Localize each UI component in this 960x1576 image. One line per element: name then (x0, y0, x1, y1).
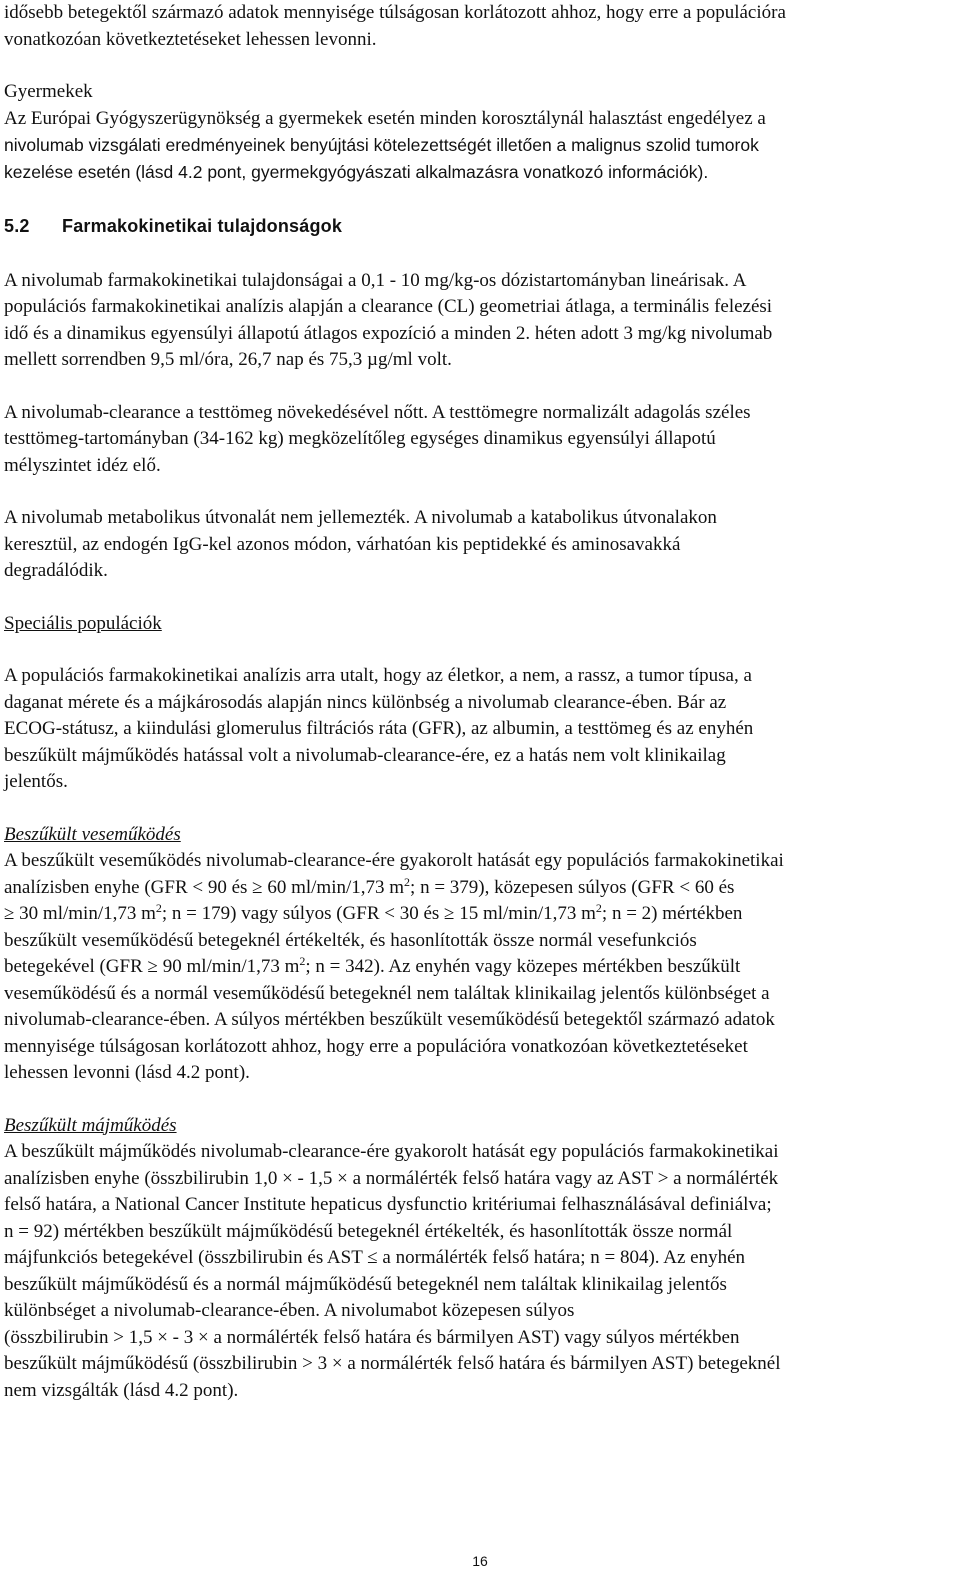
special-line: jelentős. (4, 771, 68, 792)
children-line: nivolumab vizsgálati eredményeinek benyújtási kötelezettségét illetően a malignus szolid tumorok (4, 135, 759, 155)
renal-text: ; n = 342). Az enyhén vagy közepes mértékben beszűkült (305, 956, 741, 977)
renal-line: beszűkült veseműködésű betegeknél értékelték, és hasonlították össze normál vesefunkciós (4, 929, 697, 951)
special-line: daganat mérete és a májkárosodás alapján nincs különbség a nivolumab clearance-ében. Bár az (4, 691, 727, 713)
renal-line: veseműködésű és a normál veseműködésű betegeknél nem találtak klinikailag jelentős különbséget a (4, 982, 770, 1004)
top-paragraph-line: vonatkozóan következtetéseket lehessen levonni. (4, 28, 377, 50)
hepatic-heading: Beszűkült májműködés (4, 1114, 177, 1136)
renal-line (4, 901, 952, 928)
hepatic-line: A beszűkült májműködés nivolumab-clearance-ére gyakorolt hatását egy populációs farmakokinetikai (4, 1141, 779, 1162)
hepatic-line: (összbilirubin > 1,5 × - 3 × a normálérték felső határa és bármilyen AST) vagy súlyos mértékben (4, 1326, 740, 1348)
superscript: 2 (299, 954, 306, 968)
renal-text: ≥ 30 ml/min/1,73 m (4, 903, 156, 924)
special-line: beszűkült májműködés hatással volt a nivolumab-clearance-ére, ez a hatás nem volt klinikailag (4, 744, 726, 766)
section-title: Farmakokinetikai tulajdonságok (62, 216, 343, 236)
pk-line: idő és a dinamikus egyensúlyi állapotú átlagos expozíció a minden 2. héten adott 3 mg/kg nivolumab (4, 322, 773, 344)
renal-text: betegekével (GFR ≥ 90 ml/min/1,73 m (4, 956, 300, 977)
pk-line: mellett sorrendben 9,5 ml/óra, 26,7 nap és 75,3 µg/ml volt. (4, 349, 452, 370)
children-line: Az Európai Gyógyszerügynökség a gyermekek esetén minden korosztálynál halasztást engedélyez a (4, 107, 766, 129)
renal-line: A beszűkült veseműködés nivolumab-clearance-ére gyakorolt hatását egy populációs farmakokinetikai (4, 850, 784, 871)
renal-text: ; n = 2) mértékben (601, 903, 743, 924)
renal-text: ; n = 179) vagy súlyos (GFR < 30 és ≥ 15 ml/min/1,73 m (161, 903, 596, 924)
pk-line: degradálódik. (4, 560, 108, 581)
children-line: kezelése esetén (lásd 4.2 pont, gyermekgyógyászati alkalmazásra vonatkozó információk). (4, 161, 709, 182)
special-populations-heading: Speciális populációk (4, 612, 162, 634)
renal-line (4, 954, 952, 981)
hepatic-line: májfunkciós betegekével (összbilirubin és AST ≤ a normálérték felső határa; n = 804). Az enyhén (4, 1247, 745, 1268)
top-paragraph-line: idősebb betegektől származó adatok mennyisége túlságosan korlátozott ahhoz, hogy erre a populációra (4, 2, 786, 23)
hepatic-line: különbséget a nivolumab-clearance-ében. A nivolumabot közepesen súlyos (4, 1300, 575, 1321)
hepatic-line: felső határa, a National Cancer Institute hepaticus dysfunctio kritériumai felhasználásával definiálva; (4, 1194, 772, 1215)
hepatic-line: beszűkült májműködésű és a normál májműködésű betegeknél nem találtak klinikailag jelentős (4, 1273, 727, 1295)
special-line: ECOG-státusz, a kiindulási glomerulus filtrációs ráta (GFR), az albumin, a testtömeg és az enyhén (4, 718, 754, 739)
renal-heading: Beszűkült veseműködés (4, 823, 181, 845)
superscript: 2 (595, 901, 602, 915)
superscript: 2 (155, 901, 162, 915)
superscript: 2 (404, 874, 411, 889)
renal-text: analízisben enyhe (GFR < 90 és ≥ 60 ml/min/1,73 m (4, 876, 405, 898)
children-heading: Gyermekek (4, 81, 93, 102)
page-number: 16 (472, 1553, 488, 1569)
section-number: 5.2 (4, 216, 30, 236)
renal-line: mennyisége túlságosan korlátozott ahhoz, hogy erre a populációra vonatkozóan következtetéseket (4, 1035, 748, 1057)
renal-text: ; n = 379), közepesen súlyos (GFR < 60 és (410, 876, 735, 898)
pk-line: A nivolumab-clearance a testtömeg növekedésével nőtt. A testtömegre normalizált adagolás széles (4, 401, 751, 423)
hepatic-line: nem vizsgálták (lásd 4.2 pont). (4, 1379, 239, 1401)
pk-line: A nivolumab farmakokinetikai tulajdonságai a 0,1 - 10 mg/kg-os dózistartományban lineárisak. A (4, 269, 747, 291)
pk-line: keresztül, az endogén IgG-kel azonos módon, várhatóan kis peptidekké és aminosavakká (4, 533, 681, 555)
document-page (4, 0, 952, 1404)
pk-line: testtömeg-tartományban (34-162 kg) megközelítőleg egységes dinamikus egyensúlyi állapotú (4, 428, 716, 449)
hepatic-line: analízisben enyhe (összbilirubin 1,0 × - 1,5 × a normálérték felső határa vagy az AST > a normálérték (4, 1167, 779, 1189)
pk-line: populációs farmakokinetikai analízis alapján a clearance (CL) geometriai átlaga, a terminális felezési (4, 296, 773, 317)
special-line: A populációs farmakokinetikai analízis arra utalt, hogy az életkor, a nem, a rassz, a tumor típusa, a (4, 665, 752, 686)
pk-line: A nivolumab metabolikus útvonalát nem jellemezték. A nivolumab a katabolikus útvonalakon (4, 507, 717, 528)
hepatic-line: beszűkült májműködésű (összbilirubin > 3 × a normálérték felső határa és bármilyen AST) betegeknél (4, 1353, 781, 1374)
renal-line: nivolumab-clearance-ében. A súlyos mértékben beszűkült veseműködésű betegektől származó adatok (4, 1009, 775, 1030)
renal-line: lehessen levonni (lásd 4.2 pont). (4, 1062, 250, 1083)
pk-line: mélyszintet idéz elő. (4, 454, 161, 476)
renal-line (4, 875, 952, 902)
hepatic-line: n = 92) mértékben beszűkült májműködésű betegeknél értékelték, és hasonlították össze normál (4, 1220, 733, 1242)
section-heading (4, 213, 952, 240)
